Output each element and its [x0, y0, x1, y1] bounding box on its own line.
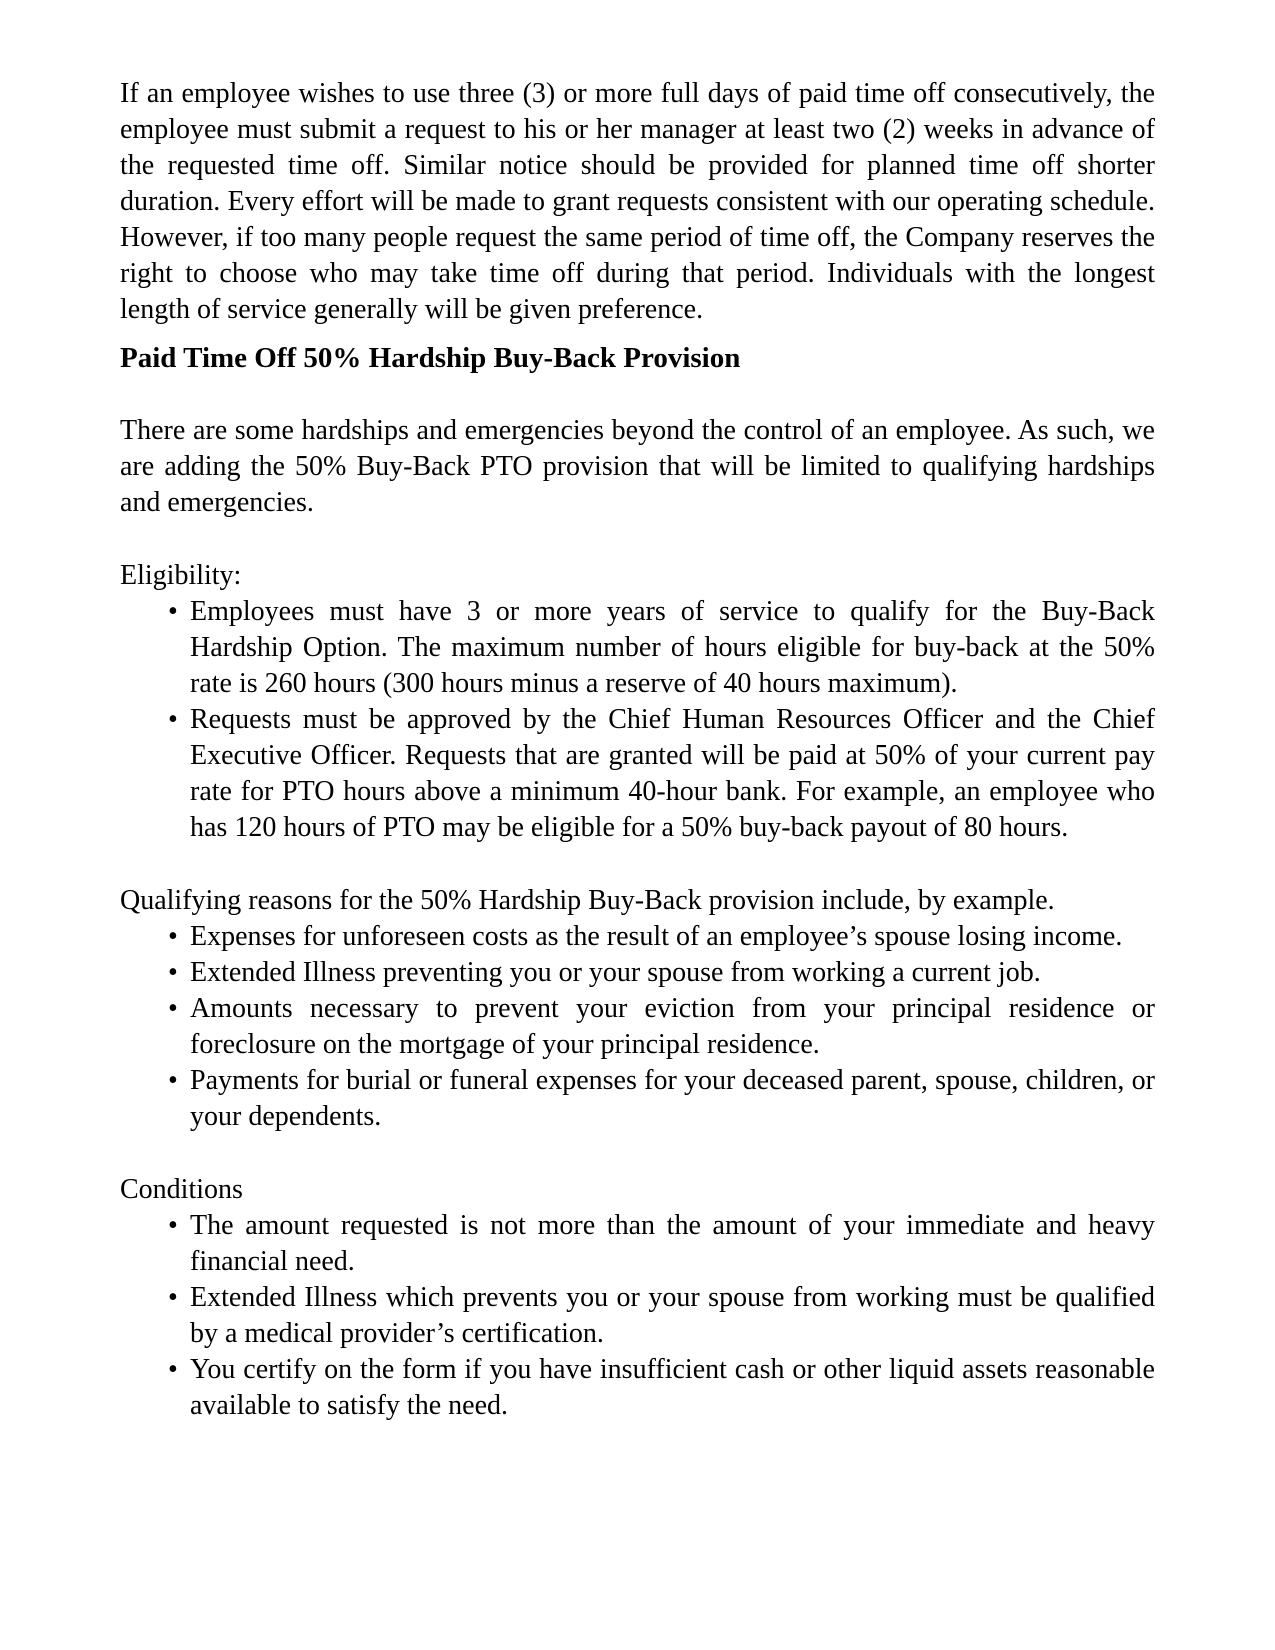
section-heading-pto-buyback: Paid Time Off 50% Hardship Buy-Back Provision — [120, 342, 741, 374]
list-item-text: Expenses for unforeseen costs as the result of an employee’s spouse losing income. — [190, 921, 1123, 952]
bullet-icon: • — [168, 921, 178, 952]
list-item-text: Payments for burial or funeral expenses for your deceased parent, spouse, children, or your dependents. — [190, 1065, 1155, 1132]
list-item — [168, 919, 1155, 955]
qualifying-reasons-section — [120, 883, 1155, 1135]
bullet-icon: • — [168, 1282, 178, 1313]
bullet-icon: • — [168, 704, 178, 735]
list-item — [168, 1208, 1155, 1280]
conditions-list — [120, 1208, 1155, 1424]
bullet-icon: • — [168, 993, 178, 1024]
bullet-icon: • — [168, 1210, 178, 1241]
bullet-icon: • — [168, 596, 178, 627]
bullet-icon: • — [168, 1065, 178, 1096]
bullet-icon: • — [168, 957, 178, 988]
list-item — [168, 702, 1155, 846]
list-item-text: Extended Illness which prevents you or your spouse from working must be qualified by a medical provider’s certification. — [190, 1282, 1155, 1349]
list-item-text: You certify on the form if you have insufficient cash or other liquid assets reasonable available to satisfy the need. — [190, 1354, 1155, 1421]
conditions-section — [120, 1172, 1155, 1424]
list-item-text: The amount requested is not more than the amount of your immediate and heavy financial need. — [190, 1210, 1155, 1277]
list-item-text: Amounts necessary to prevent your eviction from your principal residence or foreclosure on the mortgage of your principal residence. — [190, 993, 1155, 1060]
list-item — [168, 991, 1155, 1063]
eligibility-list — [120, 594, 1155, 846]
list-item — [168, 955, 1155, 991]
list-item-text: Employees must have 3 or more years of service to qualify for the Buy-Back Hardship Option. The maximum number of hours eligible for buy-back at the 50% rate is 260 hours (300 hours minus a reserve of 40 hours maximum). — [190, 596, 1155, 699]
list-item — [168, 1063, 1155, 1135]
eligibility-label: Eligibility: — [120, 560, 242, 591]
eligibility-section — [120, 558, 1155, 846]
bullet-icon: • — [168, 1354, 178, 1385]
conditions-label: Conditions — [120, 1174, 243, 1205]
qualifying-reasons-label: Qualifying reasons for the 50% Hardship Buy-Back provision include, by example. — [120, 885, 1055, 916]
list-item — [168, 1280, 1155, 1352]
list-item — [168, 1352, 1155, 1424]
qualifying-reasons-list — [120, 919, 1155, 1135]
intro-paragraph: If an employee wishes to use three (3) or more full days of paid time off consecutively, the employee must submit a request to his or her manager at least two (2) weeks in advance of the requested time off. Similar notice should be provided for planned time off shorter duration. Every effort will be made to grant requests consistent with our operating schedule. However, if too many people request the same period of time off, the Company reserves the right to choose who may take time off during that period. Individuals with the longest length of service generally will be given preference. — [120, 78, 1155, 325]
list-item-text: Requests must be approved by the Chief Human Resources Officer and the Chief Executive Officer. Requests that are granted will be paid at 50% of your current pay rate for PTO hours above a minimum 40-hour bank. For example, an employee who has 120 hours of PTO may be eligible for a 50% buy-back payout of 80 hours. — [190, 704, 1155, 843]
list-item — [168, 594, 1155, 702]
hardship-intro-paragraph: There are some hardships and emergencies beyond the control of an employee. As such, we are adding the 50% Buy-Back PTO provision that will be limited to qualifying hardships and emergencies. — [120, 415, 1155, 518]
list-item-text: Extended Illness preventing you or your spouse from working a current job. — [190, 957, 1041, 988]
